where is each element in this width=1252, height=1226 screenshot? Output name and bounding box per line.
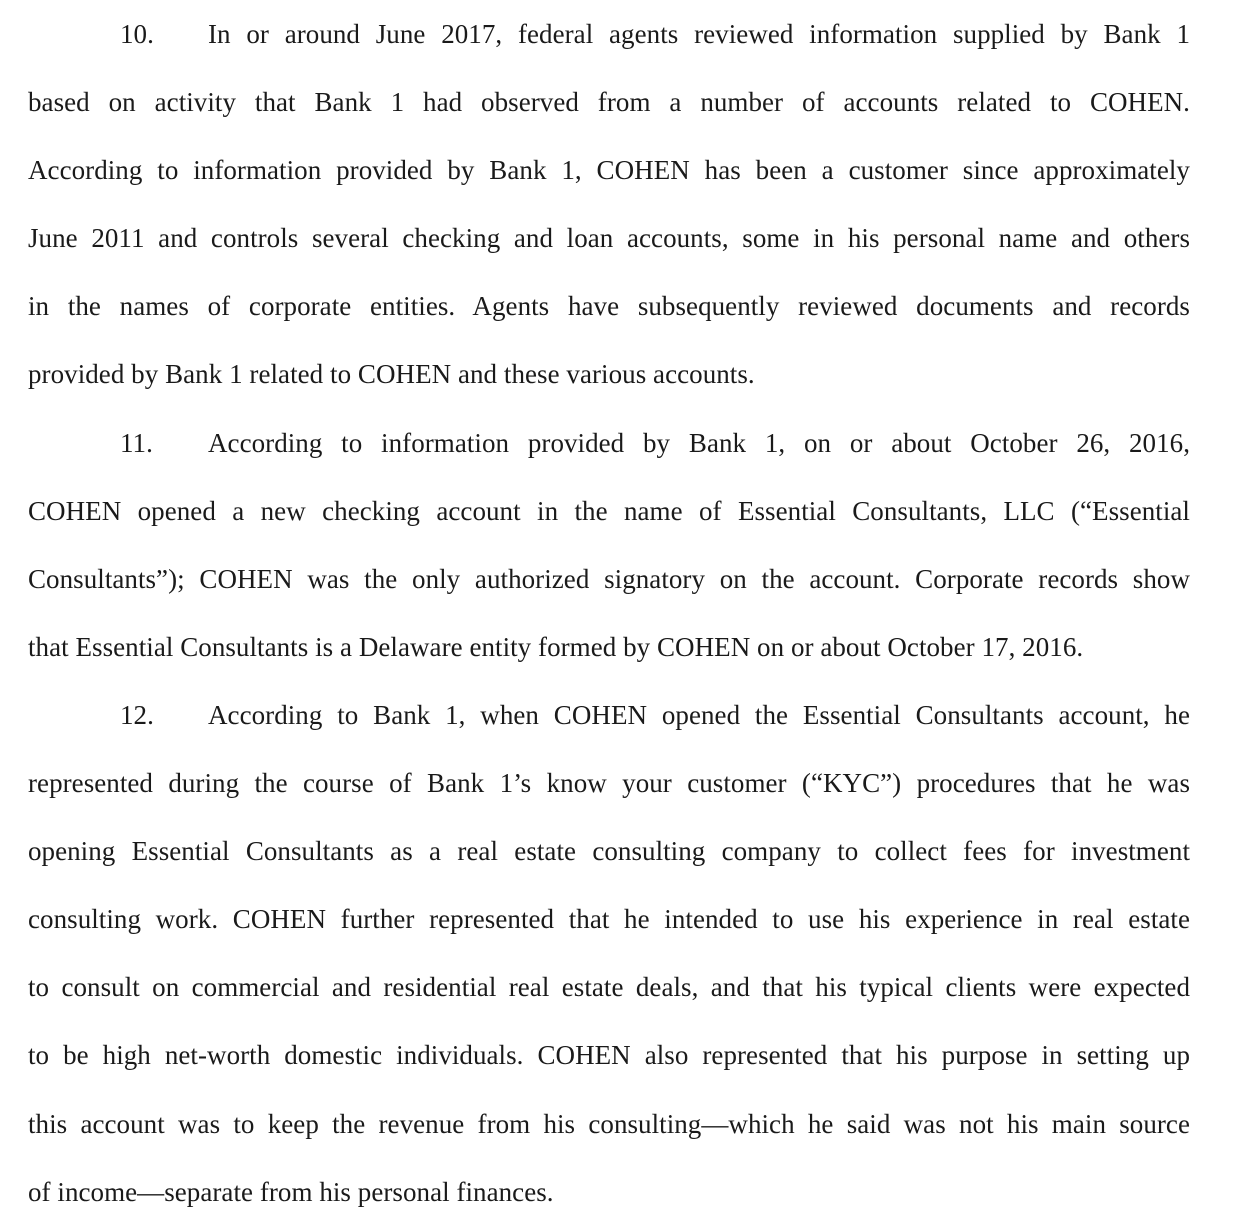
paragraph-line: provided by Bank 1 related to COHEN and these various accounts. (28, 359, 755, 390)
paragraph-line: represented during the course of Bank 1’s know your customer (“KYC”) procedures that he was (28, 768, 1190, 799)
paragraph-text: In or around June 2017, federal agents reviewed information supplied by Bank 1 (208, 19, 1190, 49)
paragraph-text: According to Bank 1, when COHEN opened the Essential Consultants account, he (208, 699, 1190, 730)
paragraph-line: that Essential Consultants is a Delaware entity formed by COHEN on or about October 17, 2016. (28, 631, 1084, 662)
paragraph-line: COHEN opened a new checking account in the name of Essential Consultants, LLC (“Essential (28, 495, 1190, 526)
paragraph-line: this account was to keep the revenue from his consulting—which he said was not his main source (28, 1108, 1190, 1139)
paragraph-number: 12. (120, 699, 154, 730)
paragraph-line: based on activity that Bank 1 had observed from a number of accounts related to COHEN. (28, 87, 1190, 118)
paragraph-first-line (28, 0, 1190, 68)
paragraph-line: consulting work. COHEN further represented that he intended to use his experience in real estate (28, 904, 1190, 935)
paragraph-number: 11. (120, 427, 153, 458)
paragraph-line: to consult on commercial and residential real estate deals, and that his typical clients were expected (28, 972, 1190, 1003)
paragraph-first-line (28, 409, 1190, 477)
paragraph-line: According to information provided by Bank 1, COHEN has been a customer since approximately (28, 155, 1190, 186)
paragraph-line: June 2011 and controls several checking and loan accounts, some in his personal name and others (28, 223, 1190, 254)
paragraph-line: opening Essential Consultants as a real estate consulting company to collect fees for investment (28, 836, 1190, 867)
paragraph-text: According to information provided by Bank 1, on or about October 26, 2016, (208, 427, 1190, 458)
paragraph-line: Consultants”); COHEN was the only authorized signatory on the account. Corporate records show (28, 563, 1190, 594)
paragraph-number: 10. (120, 19, 154, 49)
paragraph-10 (28, 0, 1190, 409)
document-page (28, 0, 1190, 1226)
paragraph-11 (28, 409, 1190, 681)
paragraph-first-line (28, 681, 1190, 749)
paragraph-line: to be high net-worth domestic individuals. COHEN also represented that his purpose in setting up (28, 1040, 1190, 1071)
paragraph-12 (28, 681, 1190, 1226)
paragraph-line: of income—separate from his personal finances. (28, 1176, 554, 1207)
paragraph-line: in the names of corporate entities. Agents have subsequently reviewed documents and records (28, 291, 1190, 322)
